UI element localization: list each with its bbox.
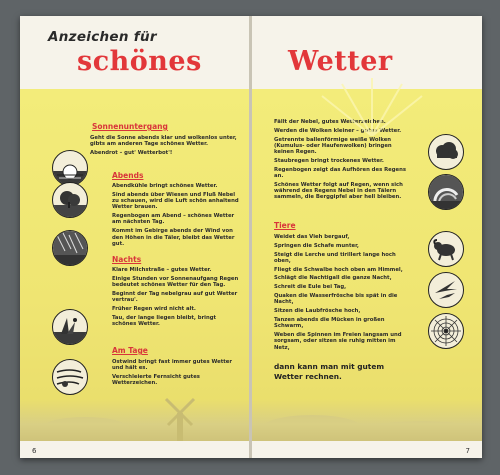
rainbow-icon bbox=[428, 174, 464, 210]
paragraph: Schlägt die Nachtigall die ganze Nacht, bbox=[274, 275, 392, 282]
closing-line-1: dann kann man mit gutem bbox=[274, 362, 385, 371]
page-number-left: 6 bbox=[32, 447, 37, 455]
sunset-icon bbox=[52, 150, 88, 186]
paragraph: Abendrot – gut' Wetterbot'! bbox=[90, 150, 173, 157]
paragraph: Weidet das Vieh bergauf, bbox=[274, 234, 350, 240]
title-wetter: Wetter bbox=[288, 46, 393, 77]
landscape-ground bbox=[20, 399, 250, 441]
wind-icon bbox=[52, 359, 88, 395]
paragraph: Fällt der Nebel, gutes Wetterzeichen. bbox=[274, 119, 386, 125]
cloud-icon bbox=[428, 134, 464, 170]
paragraph: Weben die Spinnen im Freien langsam und sorgsam, oder sitzen sie ruhig mitten im Netz, bbox=[274, 332, 402, 351]
paragraph: Tanzen abends die Mücken in großen Schwarm, bbox=[274, 316, 385, 330]
paragraph: Beginnt der Tag nebelgrau auf gut Wetter vertrau'. bbox=[112, 290, 238, 304]
paragraph: Quaken die Wasserfrösche bis spät in die Nacht, bbox=[274, 293, 398, 306]
paragraph: Werden die Wolken kleiner – gutes Wetter. bbox=[274, 127, 402, 134]
paragraph: Sitzen die Laubfrösche hoch, bbox=[274, 308, 361, 315]
paragraph: Tau, der lange liegen bleibt, bringt schönes Wetter. bbox=[112, 314, 217, 328]
dewy-grass-icon bbox=[52, 309, 88, 345]
ram-icon bbox=[428, 231, 464, 267]
page-footer bbox=[20, 441, 250, 458]
paragraph: Steigt die Lerche und tirillert lange hoch oben, bbox=[274, 251, 396, 264]
paragraph: Klare Milchstraße – gutes Wetter. bbox=[112, 267, 212, 273]
paragraph: Staubregen bringt trockenes Wetter. bbox=[274, 157, 384, 164]
paragraph: Schönes Wetter folgt auf Regen, wenn sich während des Regens Nebel in den Tälern sammeln, die Berggipfel aber hell bleiben. bbox=[274, 181, 403, 201]
left-page bbox=[20, 16, 250, 458]
heading-sonnenuntergang: Sonnenuntergang bbox=[92, 122, 168, 131]
paragraph: Springen die Schafe munter, bbox=[274, 242, 359, 249]
rain-icon bbox=[52, 230, 88, 266]
text-tiere bbox=[274, 234, 410, 353]
paragraph: Einige Stunden vor Sonnenaufgang Regen bedeutet schönes Wetter für den Tag. bbox=[112, 275, 239, 289]
paragraph: Ostwind bringt fast immer gutes Wetter und hält es. bbox=[112, 359, 232, 372]
landscape-ground bbox=[252, 399, 482, 441]
page-number-right: 7 bbox=[465, 447, 470, 455]
paragraph: Verschleierte Fernsicht gutes Wetterzeichen. bbox=[112, 374, 200, 387]
right-page bbox=[252, 16, 482, 458]
closing-statement bbox=[274, 362, 474, 382]
paragraph: Getrennte ballenförmige weiße Wolken (Kumulus- oder Haufenwolken) bringen keinen Regen. bbox=[274, 136, 392, 156]
windmill-icon bbox=[160, 391, 200, 441]
page-footer bbox=[252, 441, 482, 458]
heading-abends: Abends bbox=[112, 171, 144, 180]
paragraph: Abendkühle bringt schönes Wetter. bbox=[112, 183, 218, 189]
heading-nachts: Nachts bbox=[112, 255, 142, 264]
title-line-2: schönes bbox=[77, 46, 202, 77]
closing-line-2: Wetter rechnen. bbox=[274, 372, 342, 381]
booklet bbox=[20, 16, 482, 458]
paragraph: Regenbogen zeigt das Aufhören des Regens an. bbox=[274, 166, 407, 180]
text-am-tage bbox=[112, 359, 240, 389]
paragraph: Regenbogen am Abend – schönes Wetter am nächsten Tag. bbox=[112, 213, 235, 226]
text-sonnenuntergang bbox=[90, 135, 240, 159]
heading-tiere: Tiere bbox=[274, 221, 296, 230]
text-nachts bbox=[112, 267, 240, 330]
title-line-1: Anzeichen für bbox=[48, 29, 157, 45]
paragraph: Früher Regen wird nicht alt. bbox=[112, 305, 196, 312]
paragraph: Schreit die Eule bei Tag, bbox=[274, 284, 347, 291]
paragraph: Geht die Sonne abends klar und wolkenlos unter, gibts am anderen Tage schönes Wetter. bbox=[90, 135, 237, 148]
sunburst-decoration bbox=[312, 76, 432, 136]
tree-dusk-icon bbox=[52, 182, 88, 218]
paragraph: Fliegt die Schwalbe hoch oben am Himmel, bbox=[274, 266, 403, 273]
spiderweb-icon bbox=[428, 313, 464, 349]
paragraph: Kommt im Gebirge abends der Wind von den Höhen in die Täler, bleibt das Wetter gut. bbox=[112, 228, 235, 247]
heading-am-tage: Am Tage bbox=[112, 346, 148, 355]
paragraph: Sind abends über Wiesen und Fluß Nebel zu schauen, wird die Luft schön anhaltend Wetter brauen. bbox=[112, 191, 239, 211]
text-abends bbox=[112, 183, 240, 250]
swallows-icon bbox=[428, 272, 464, 308]
